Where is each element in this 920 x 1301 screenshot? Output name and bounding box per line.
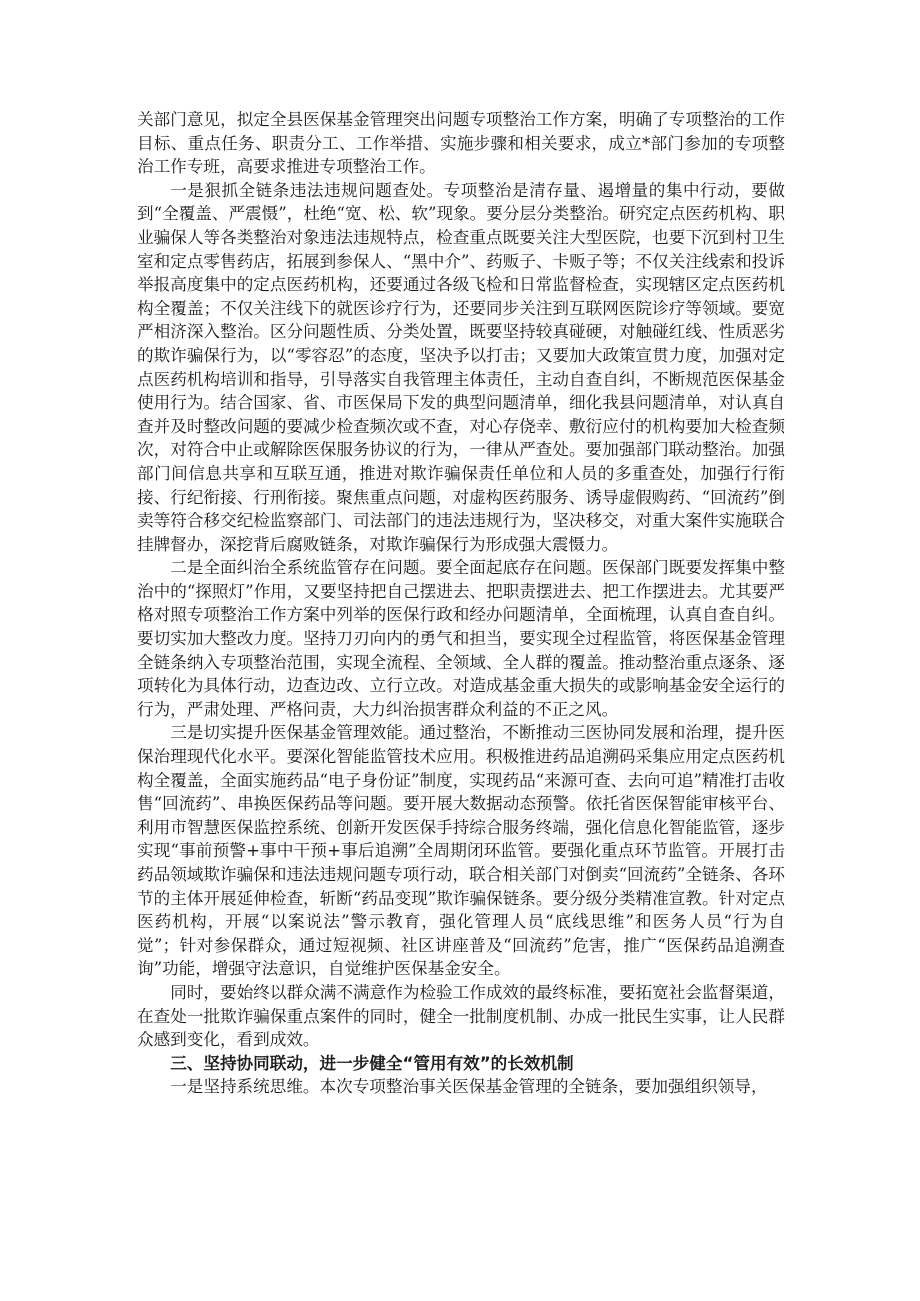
paragraph-point-three: 三是切实提升医保基金管理效能。通过整治，不断推动三医协同发展和治理，提升医保治理现代化水平。要深化智能监管技术应用。积极推进药品追溯码采集应用定点医药机构全覆盖，全面实施药品“电子身份证”制度，实现药品“来源可查、去向可追”精准打击收售“回流药”、串换医保药品等问题。要开展大数据动态预警。依托省医保智能审核平台、利用市智慧医保监控系统、创新开发医保手持综合服务终端，强化信息化智能监管，逐步实现“事前预警+事中干预+事后追溯”全周期闭环监管。要强化重点环节监管。开展打击药品领域欺诈骗保和违法违规问题专项行动，联合相关部门对倒卖“回流药”全链条、各环节的主体开展延伸检查，斩断“药品变现”欺诈骗保链条。要分级分类精准宣教。针对定点医药机构，开展“以案说法”警示教育，强化管理人员“底线思维”和医务人员“行为自觉”；针对参保群众，通过短视频、社区讲座普及“回流药”危害，推广“医保药品追溯查询”功能，增强守法意识，自觉维护医保基金安全。: [137, 723, 785, 979]
paragraph-meanwhile: 同时，要始终以群众满不满意作为检验工作成效的最终标准，要拓宽社会监督渠道，在查处一批欺诈骗保重点案件的同时，健全一批制度机制、办成一批民生实事，让人民群众感到变化，看到成效。: [137, 982, 785, 1050]
paragraph-point-one: 一是狠抓全链条违法违规问题查处。专项整治是清存量、遏增量的集中行动，要做到“全覆盖、严震慑”，杜绝“宽、松、软”现象。要分层分类整治。研究定点医药机构、职业骗保人等各类整治对象违法违规特点，检查重点既要关注大型医院，也要下沉到村卫生室和定点零售药店，拓展到参保人、“黑中介”、药贩子、卡贩子等；不仅关注线索和投诉举报高度集中的定点医药机构，还要通过各级飞检和日常监督检查，实现辖区定点医药机构全覆盖；不仅关注线下的就医诊疗行为，还要同步关注到互联网医院诊疗等领域。要宽严相济深入整治。区分问题性质、分类处置，既要坚持较真碰硬，对触碰红线、性质恶劣的欺诈骗保行为，以“零容忍”的态度，坚决予以打击；又要加大政策宣贯力度，加强对定点医药机构培训和指导，引导落实自我管理主体责任，主动自查自纠，不断规范医保基金使用行为。结合国家、省、市医保局下发的典型问题清单，细化我县问题清单，对认真自查并及时整改问题的要减少检查频次或不查，对心存侥幸、敷衍应付的机构要加大检查频次，对符合中止或解除医保服务协议的行为，一律从严查处。要加强部门联动整治。加强部门间信息共享和互联互通，推进对欺诈骗保责任单位和人员的多重查处，加强行行衔接、行纪衔接、行刑衔接。聚焦重点问题，对虚构医药服务、诱导虚假购药、“回流药”倒卖等符合移交纪检监察部门、司法部门的违法违规行为，坚决移交，对重大案件实施联合挂牌督办，深挖背后腐败链条，对欺诈骗保行为形成强大震慑力。: [137, 180, 785, 554]
paragraph-continuation: 关部门意见，拟定全县医保基金管理突出问题专项整治工作方案，明确了专项整治的工作目标、重点任务、职责分工、工作举措、实施步骤和相关要求，成立*部门参加的专项整治工作专班，高要求推进专项整治工作。: [137, 110, 785, 177]
paragraph-system-thinking: 一是坚持系统思维。本次专项整治事关医保基金管理的全链条，要加强组织领导，: [170, 1077, 768, 1097]
section-heading: 三、坚持协同联动，进一步健全“管用有效”的长效机制: [170, 1053, 574, 1073]
document-page: [137, 108, 785, 1099]
paragraph-point-two: 二是全面纠治全系统监管存在问题。要全面起底存在问题。医保部门既要发挥集中整治中的“探照灯”作用，又要坚持把自己摆进去、把职责摆进去、把工作摆进去。尤其要严格对照专项整治工作方案中列举的医保行政和经办问题清单，全面梳理，认真自查自纠。要切实加大整改力度。坚持刀刃向内的勇气和担当，要实现全过程监管，将医保基金管理全链条纳入专项整治范围，实现全流程、全领域、全人群的覆盖。推动整治重点逐条、逐项转化为具体行动，边查边改、立行立改。对造成基金重大损失的或影响基金安全运行的行为，严肃处理、严格问责，大力纠治损害群众利益的不正之风。: [137, 558, 785, 719]
